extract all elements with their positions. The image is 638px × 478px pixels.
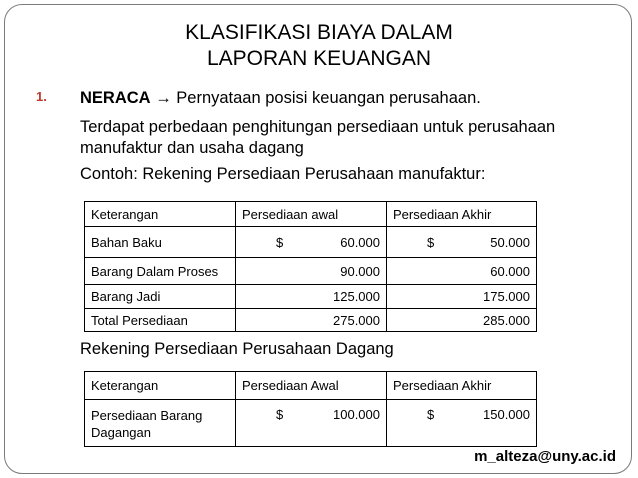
header-cell: Persediaan awal (236, 202, 387, 227)
slide-title (0, 20, 638, 72)
header-cell: Persediaan Awal (236, 372, 387, 400)
header-cell: Keterangan (85, 202, 236, 227)
currency-symbol: $ (427, 234, 435, 250)
title-line-1: KLASIFIKASI BIAYA DALAM (185, 21, 453, 44)
row-label (85, 400, 236, 447)
arrow-icon: → (155, 89, 172, 107)
currency-symbol: $ (276, 234, 284, 250)
value: 60.000 (340, 234, 380, 250)
title-line-2: LAPORAN KEUANGAN (206, 47, 432, 70)
paragraph-line-1: Terdapat perbedaan penghitungan persediaan untuk perusahaan (80, 118, 556, 136)
row-label-line-2: Dagangan (91, 425, 151, 440)
header-cell: Keterangan (85, 372, 236, 400)
header-cell: Persediaan Akhir (387, 202, 537, 227)
manufacturing-inventory-table (84, 201, 537, 332)
value: 60.000 (387, 258, 537, 285)
value: 285.000 (387, 309, 537, 332)
table-total-row (85, 309, 537, 332)
table-row (85, 227, 537, 258)
row-label: Barang Dalam Proses (85, 258, 236, 285)
currency-symbol: $ (276, 407, 284, 422)
row-label: Barang Jadi (85, 285, 236, 309)
value: 175.000 (387, 285, 537, 309)
paragraph-line-2: manufaktur dan usaha dagang (80, 139, 304, 157)
header-cell: Persediaan Akhir (387, 372, 537, 400)
row-label-line-1: Persediaan Barang (91, 408, 203, 423)
value-cell (387, 400, 537, 447)
value: 150.000 (483, 407, 530, 422)
row-label: Bahan Baku (85, 227, 236, 258)
trading-inventory-table (84, 371, 537, 447)
item-heading: NERACA (80, 89, 151, 107)
trading-caption: Rekening Persediaan Perusahaan Dagang (80, 340, 394, 358)
table-row (85, 285, 537, 309)
table-header-row (85, 372, 537, 400)
table-row (85, 258, 537, 285)
table-row (85, 400, 537, 447)
row-label: Total Persediaan (85, 309, 236, 332)
value: 50.000 (490, 234, 530, 250)
item-heading-rest: Pernyataan posisi keuangan perusahaan. (171, 89, 481, 107)
value: 275.000 (236, 309, 387, 332)
item-number: 1. (36, 89, 47, 104)
value-cell (236, 227, 387, 258)
value: 125.000 (236, 285, 387, 309)
value: 90.000 (236, 258, 387, 285)
value: 100.000 (333, 407, 380, 422)
value-cell (236, 400, 387, 447)
value-cell (387, 227, 537, 258)
example-caption: Contoh: Rekening Persediaan Perusahaan manufaktur: (80, 165, 486, 183)
author-email: m_alteza@uny.ac.id (474, 448, 616, 465)
table-header-row (85, 202, 537, 227)
currency-symbol: $ (427, 407, 435, 422)
item-heading-line (80, 88, 481, 108)
